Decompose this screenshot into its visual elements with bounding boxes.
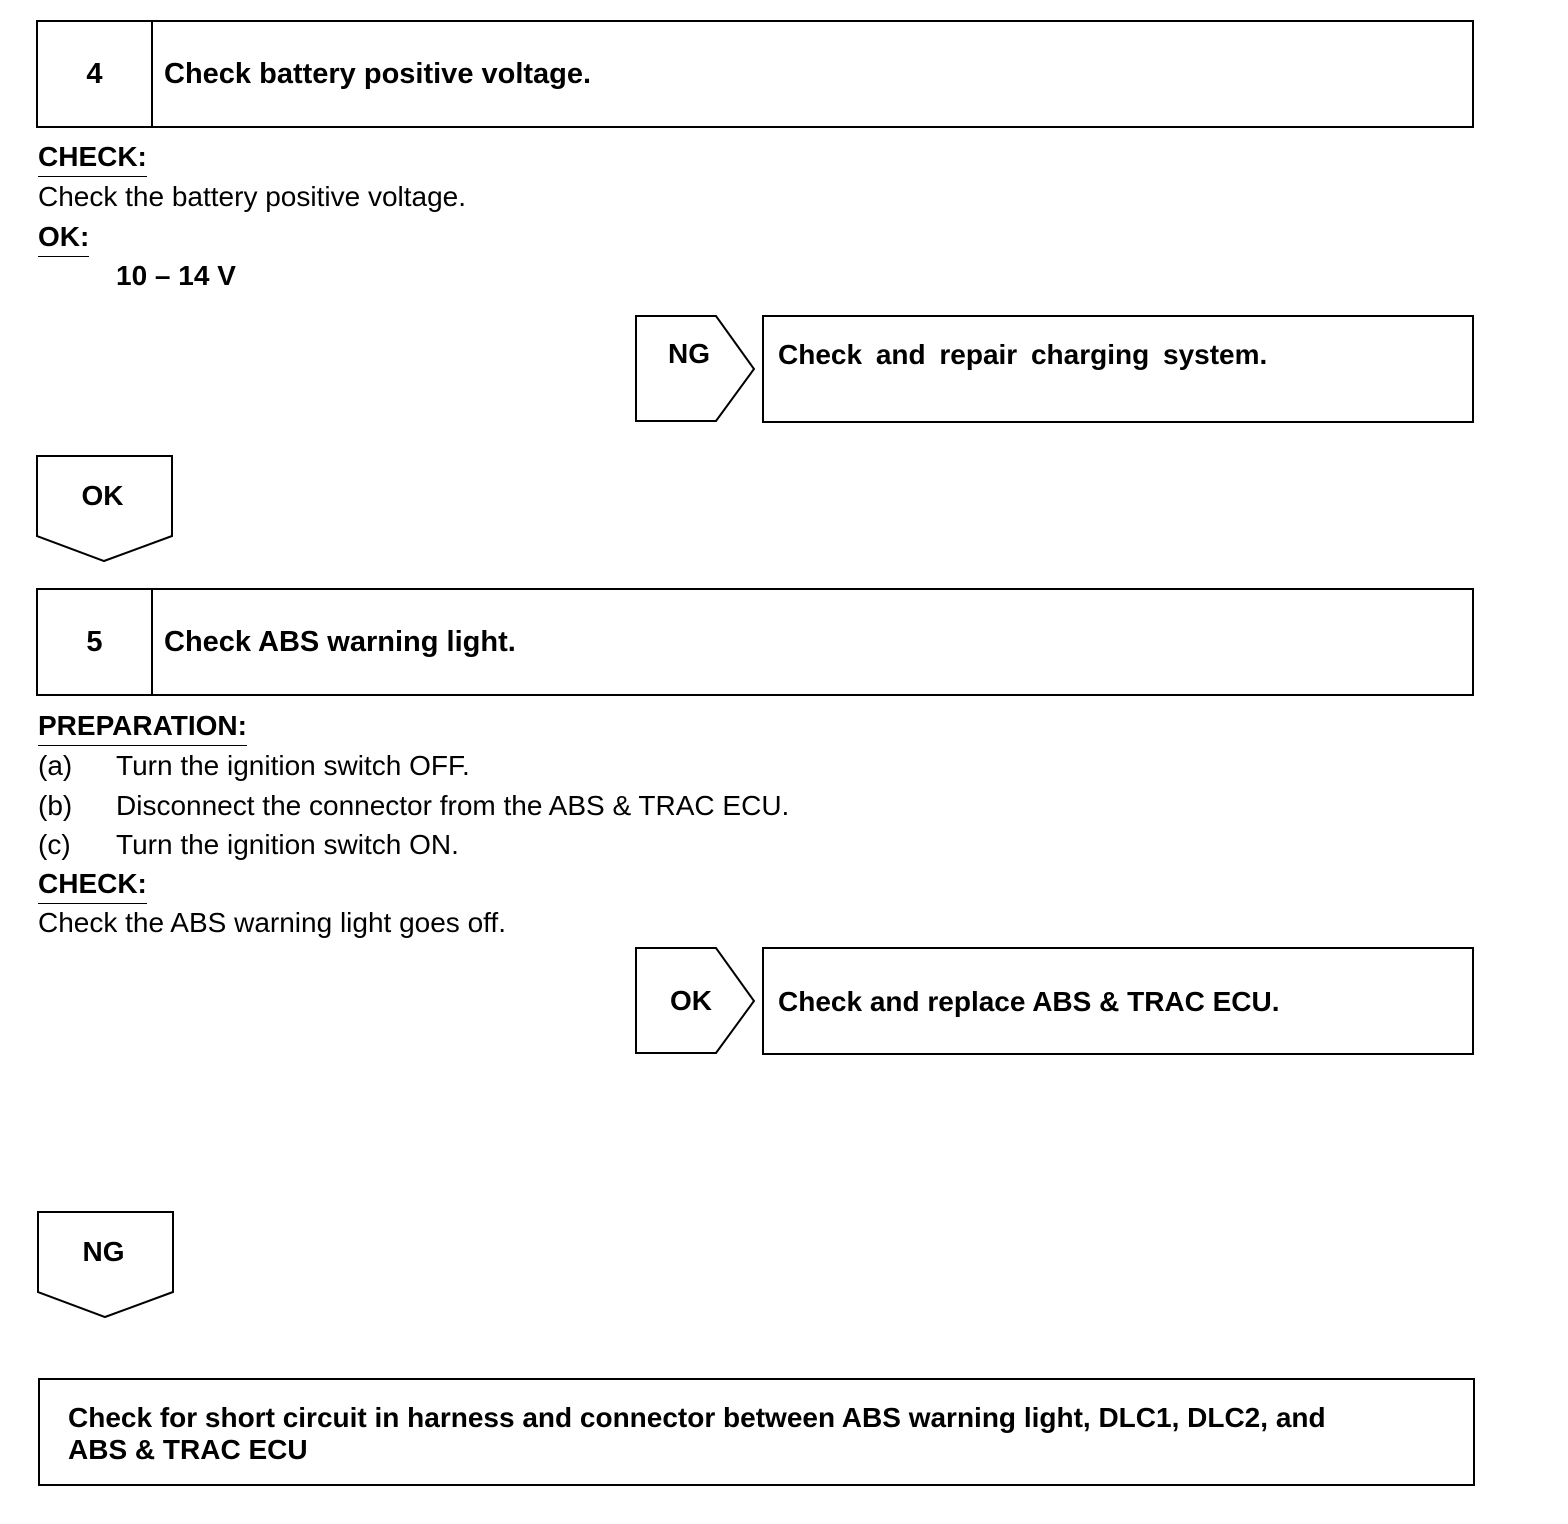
ng-branch-label: NG xyxy=(668,338,710,369)
ok-action-box xyxy=(762,947,1474,1055)
ok-action-text: Check and replace ABS & TRAC ECU. xyxy=(778,986,1280,1017)
final-action-box xyxy=(38,1378,1475,1486)
ng-flow-label: NG xyxy=(82,1236,125,1267)
preparation-label: PREPARATION: xyxy=(38,710,247,746)
list-marker: (c) xyxy=(38,829,71,860)
step-5-header xyxy=(36,588,1474,696)
check-text: Check the battery positive voltage. xyxy=(38,181,467,212)
step-4-header xyxy=(36,20,1474,128)
step-title: Check ABS warning light. xyxy=(164,625,516,658)
step-number: 4 xyxy=(38,22,153,126)
ok-label: OK: xyxy=(38,221,89,257)
step-number: 5 xyxy=(38,590,153,694)
ok-value: 10 – 14 V xyxy=(116,260,236,291)
final-action-line-1: Check for short circuit in harness and connector between ABS warning light, DLC1, DLC2, and xyxy=(68,1402,1326,1433)
list-marker: (b) xyxy=(38,790,73,821)
check-text: Check the ABS warning light goes off. xyxy=(38,907,506,938)
check-label: CHECK: xyxy=(38,141,147,177)
ok-branch-label: OK xyxy=(670,985,712,1016)
list-item: Disconnect the connector from the ABS & TRAC ECU. xyxy=(116,790,790,821)
step-title: Check battery positive voltage. xyxy=(164,57,592,90)
final-action-line-2: ABS & TRAC ECU xyxy=(68,1434,308,1465)
list-marker: (a) xyxy=(38,750,73,781)
ok-flow-label: OK xyxy=(81,480,124,511)
check-label: CHECK: xyxy=(38,868,147,904)
ng-action-box xyxy=(762,315,1474,423)
list-item: Turn the ignition switch OFF. xyxy=(116,750,470,781)
ng-action-text: Check and repair charging system. xyxy=(778,339,1268,370)
list-item: Turn the ignition switch ON. xyxy=(116,829,459,860)
